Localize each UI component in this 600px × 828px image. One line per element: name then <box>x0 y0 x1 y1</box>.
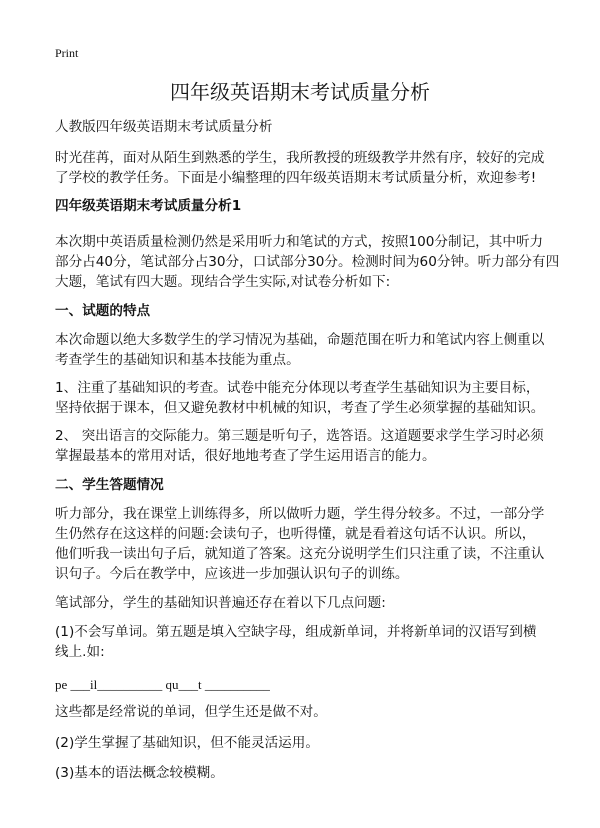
text-line: 生仍然存在这这样的问题:会读句子，也听得懂，就是看着这句话不认识。所以， <box>55 526 536 542</box>
text-line: 部分占40分，笔试部分占30分，口试部分30分。检测时间为60分钟。听力部分有四 <box>55 254 560 270</box>
text-line: 听力部分，我在课堂上训练得多，所以做听力题，学生得分较多。不过，一部分学 <box>55 506 545 522</box>
print-link[interactable]: Print <box>55 46 79 60</box>
problem-2: (2)学生掌握了基础知识，但不能灵活运用。 <box>55 735 319 751</box>
text-line: 考查学生的基础知识和基本技能为重点。 <box>55 352 300 368</box>
feature-1-paragraph <box>55 378 555 418</box>
example-note: 这些都是经常说的单词，但学生还是做不对。 <box>55 704 327 720</box>
example-words: pe ___il__________ qu___t __________ <box>55 677 270 692</box>
text-line: 大题，笔试有四大题。现结合学生实际,对试卷分析如下: <box>55 274 391 290</box>
problem-1-paragraph <box>55 622 555 662</box>
text-line: 掌握最基本的常用对话，很好地地考查了学生运用语言的能力。 <box>55 448 436 464</box>
text-line: 2、 突出语言的交际能力。第三题是听句子，选答语。这道题要求学生学习时必须 <box>55 428 544 444</box>
subtitle: 人教版四年级英语期末考试质量分析 <box>55 119 273 135</box>
text-line: 本次命题以绝大多数学生的学习情况为基础，命题范围在听力和笔试内容上侧重以 <box>55 332 545 348</box>
text-line: 他们听我一读出句子后，就知道了答案。这充分说明学生们只注重了读，不注重认 <box>55 546 545 562</box>
text-line: 线上.如: <box>55 644 105 660</box>
written-intro: 笔试部分，学生的基础知识普遍还存在着以下几点问题: <box>55 595 386 611</box>
text-line: 1、注重了基础知识的考查。试卷中能充分体现以考查学生基础知识为主要目标， <box>55 380 540 396</box>
text-line: (1)不会写单词。第五题是填入空缺字母，组成新单词，并将新单词的汉语写到横 <box>55 624 537 640</box>
feature-intro-paragraph <box>55 330 555 370</box>
text-line: 坚持依据于课本，但又避免教材中机械的知识，考查了学生必须掌握的基础知识。 <box>55 400 545 416</box>
problem-3: (3)基本的语法概念较模糊。 <box>55 765 224 781</box>
heading-features: 一、试题的特点 <box>55 303 151 319</box>
listening-paragraph <box>55 504 555 584</box>
section-heading: 四年级英语期末考试质量分析1 <box>55 198 242 214</box>
overview-paragraph <box>55 232 560 292</box>
intro-paragraph <box>55 148 555 188</box>
text-line: 了学校的教学任务。下面是小编整理的四年级英语期末考试质量分析，欢迎参考! <box>55 170 537 186</box>
heading-answers: 二、学生答题情况 <box>55 477 164 493</box>
text-line: 本次期中英语质量检测仍然是采用听力和笔试的方式，按照100分制记，其中听力 <box>55 234 544 250</box>
text-line: 识句子。今后在教学中，应该进一步加强认识句子的训练。 <box>55 566 409 582</box>
feature-2-paragraph <box>55 426 555 466</box>
text-line: 时光荏苒，面对从陌生到熟悉的学生，我所教授的班级教学井然有序，较好的完成 <box>55 150 545 166</box>
page-title: 四年级英语期末考试质量分析 <box>170 80 430 104</box>
